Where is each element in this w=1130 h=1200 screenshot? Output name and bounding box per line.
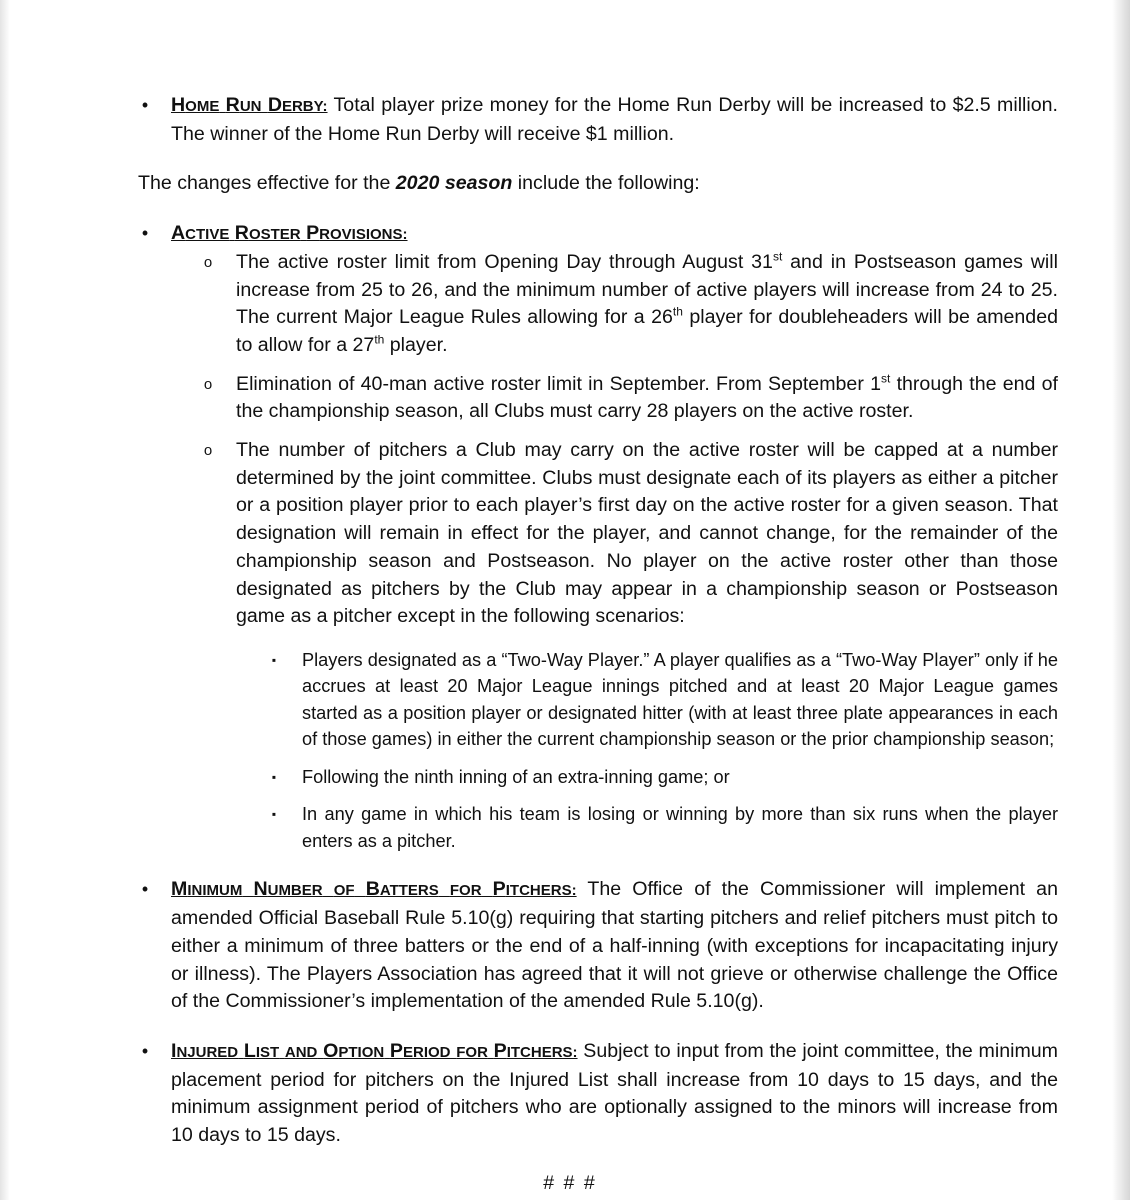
scenario-blowout: ▪ In any game in which his team is losing or winning by more than six runs when the player enters as a pitcher. bbox=[0, 801, 1130, 854]
end-mark: # # # bbox=[543, 1171, 597, 1194]
bullet-marker: • bbox=[141, 95, 149, 115]
roster-item-september: o Elimination of 40-man active roster limit in September. From September 1st through the end of the championship season, all Clubs must carry 28 players on the active roster. bbox=[0, 371, 1130, 426]
bullet-marker: • bbox=[141, 1040, 149, 1061]
body-minimum-batters: The Office of the Commissioner will implement an amended Official Baseball Rule 5.10(g) requiring that starting pitchers and relief pitchers must pitch to either a minimum of three batters or the end of a half-inning (with exceptions for incapacitating injury or illness). The Players Association has agreed that it will not grieve or otherwise challenge the Office of the Commissioner’s implementation of the amended Rule 5.10(g). bbox=[171, 878, 1058, 1013]
square-marker: ▪ bbox=[271, 769, 277, 784]
heading-home-run-derby: HOME RUN DERBY: bbox=[171, 94, 328, 116]
circle-marker: o bbox=[203, 253, 213, 271]
roster-item-pitchers: o The number of pitchers a Club may carry on the active roster will be capped at a number determined by the joint committee. Clubs must designate each of its players as either a pitcher or a position player prior to each player’s first day on the active roster for a given season. That designation will remain in effect for the player, and cannot change, for the remainder of the championship season and Postseason. No player on the active roster other than those designated as pitchers by the Club may appear in a championship season or Postseason game as a pitcher except in the following scenarios: bbox=[0, 437, 1130, 631]
circle-marker: o bbox=[203, 375, 213, 393]
heading-minimum-batters: MINIMUM NUMBER OF BATTERS FOR PITCHERS: bbox=[171, 878, 577, 901]
heading-active-roster: ACTIVE ROSTER PROVISIONS: bbox=[171, 222, 408, 245]
body-home-run-derby: Total player prize money for the Home Run Derby will be increased to $2.5 million. The winner of the Home Run Derby will receive $1 million. bbox=[171, 94, 1058, 145]
circle-marker: o bbox=[203, 442, 213, 460]
bullet-minimum-batters bbox=[0, 876, 1130, 1016]
body-injured-list: Subject to input from the joint committee, the minimum placement period for pitchers on the Injured List shall increase from 10 days to 15 days, and the minimum assignment period of pitchers who are optionally assigned to the minors will increase from 10 days to 15 days. bbox=[171, 1039, 1058, 1147]
bullet-active-roster bbox=[0, 220, 1130, 249]
bullet-marker: • bbox=[141, 223, 149, 244]
season-emphasis: 2020 season bbox=[395, 172, 513, 195]
bullet-marker: • bbox=[141, 879, 149, 900]
scenario-extra-inning: ▪ Following the ninth inning of an extra-inning game; or bbox=[0, 764, 1130, 791]
heading-injured-list: INJURED LIST AND OPTION PERIOD FOR PITCHERS: bbox=[171, 1039, 578, 1062]
scenario-two-way-player: ▪ Players designated as a “Two-Way Player.” A player qualifies as a “Two-Way Player” only if he accrues at least 20 Major League innings pitched and at least 20 Major League games started as a position player or designated hitter (with at least three plate appearances in each of those games) in either the current championship season or the prior championship season; bbox=[0, 647, 1130, 753]
square-marker: ▪ bbox=[271, 807, 277, 822]
square-marker: ▪ bbox=[271, 652, 277, 667]
bullet-injured-list bbox=[0, 1038, 1130, 1150]
roster-item-limit: o The active roster limit from Opening Day through August 31st and in Postseason games will increase from 25 to 26, and the minimum number of active players will increase from 24 to 25. The current Major League Rules allowing for a 26th player for doubleheaders will be amended to allow for a 27th player. bbox=[0, 249, 1130, 360]
bullet-home-run-derby bbox=[0, 92, 1130, 148]
intro-paragraph: The changes effective for the 2020 season include the following: bbox=[138, 172, 700, 195]
document-content bbox=[0, 92, 1130, 1195]
